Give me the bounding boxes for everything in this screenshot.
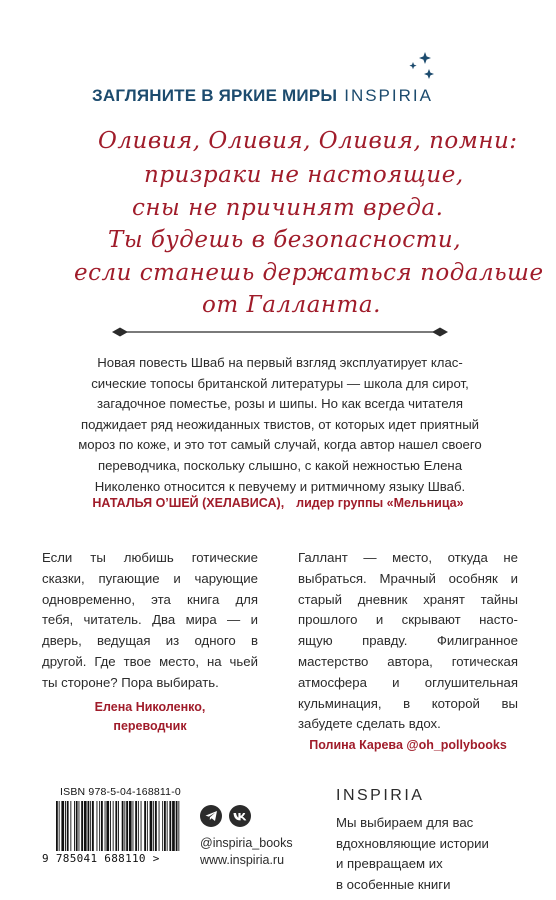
review-author-name: НАТАЛЬЯ О’ШЕЙ (ХЕЛАВИСА), (92, 496, 285, 510)
publisher-logo-text: INSPIRIA (336, 787, 425, 804)
tagline-line: в особенные книги (336, 876, 451, 892)
left-review (42, 548, 258, 694)
series-header-lead: ЗАГЛЯНИТЕ В ЯРКИЕ МИРЫ (92, 86, 338, 105)
tagline-line: и превращаем их (336, 856, 443, 871)
epigraph-line: Оливия, Оливия, Оливия, помни: (98, 128, 518, 154)
right-review-line: кульминация, в которой вы (298, 695, 518, 711)
review-author (30, 496, 526, 510)
epigraph-line: от Галланта. (202, 292, 381, 318)
right-review-signature: Полина Карева @oh_pollybooks (309, 738, 507, 752)
left-review-line: ты стороне? Пора выбирать. (42, 674, 219, 690)
tagline-line: Мы выбираем для вас (336, 815, 474, 830)
barcode-image (56, 801, 180, 851)
left-review-signature (42, 698, 258, 736)
social-block (200, 805, 320, 869)
barcode-digits: 9 785041 688110 > (42, 852, 160, 865)
left-signature-name: Елена Николенко, (94, 700, 206, 714)
right-review-line: мастерство автора, готическая (298, 653, 518, 669)
review-line: загадочное поместье, розы и шипы. Но как всегда читателя (97, 396, 463, 412)
left-review-line: одновременно, эта книга для (42, 591, 258, 607)
right-review-line: ящую правду. Филигранное (298, 633, 518, 649)
review-text (70, 353, 490, 497)
website-link[interactable]: www.inspiria.ru (200, 853, 285, 867)
left-review-line: сказки, пугающие и чарующие (42, 570, 258, 586)
left-review-line: тебя, читатель. Два мира — и (42, 612, 258, 628)
left-signature-role: переводчик (113, 719, 187, 733)
epigraph-line: Ты будешь в безопасности, (108, 227, 462, 253)
series-header (92, 86, 472, 106)
left-review-line: Если ты любишь готические (42, 550, 258, 565)
epigraph-line: если станешь держаться подальше (74, 260, 544, 286)
right-review (298, 548, 518, 735)
stars-icon (405, 52, 439, 82)
right-review-line: старый дневник хранят тайны (298, 591, 518, 607)
social-handle[interactable]: @inspiria_books (200, 836, 293, 850)
epigraph-line: призраки не настоящие, (144, 162, 464, 188)
publisher-tagline (336, 813, 536, 895)
vk-icon[interactable] (229, 805, 251, 827)
tagline-line: вдохновляющие истории (336, 835, 489, 851)
barcode-block (42, 786, 182, 865)
right-review-line: забудете сделать вдох. (298, 716, 441, 732)
publisher-block (336, 787, 536, 895)
review-author-role: лидер группы «Мельница» (296, 496, 464, 510)
telegram-icon[interactable] (200, 805, 222, 827)
isbn-text: ISBN 978-5-04-168811-0 (60, 786, 181, 798)
review-line: Николенко относится к певучему и ритмичному языку Шваб. (94, 478, 466, 494)
review-line: Новая повесть Шваб на первый взгляд эксплуатирует клас- (97, 355, 463, 370)
review-line: поджидает ряд неожиданных твистов, от которых идет приятный (80, 416, 480, 432)
ornament-divider (112, 326, 448, 338)
series-header-brand: INSPIRIA (344, 86, 433, 105)
review-line: сические топосы британской литературы — школа для сирот, (91, 375, 469, 391)
right-review-line: Галлант — место, откуда не (298, 550, 518, 565)
left-review-line: дверь, ведущая из одного в (42, 633, 258, 649)
review-line: переводчика, поскольку слышно, с какой нежностью Елена (97, 457, 463, 473)
review-line: мороз по коже, и это тот самый случай, когда автор нашел своего (78, 437, 482, 453)
epigraph-line: сны не причинят вреда. (132, 195, 444, 221)
right-review-line: выбраться. Мрачный особняк и (298, 570, 518, 586)
right-review-line: прошлого и скрывают насто- (298, 612, 518, 628)
left-review-line: другой. Где твое место, на чьей (42, 653, 258, 669)
right-review-line: атмосфера и оглушительная (298, 674, 518, 690)
